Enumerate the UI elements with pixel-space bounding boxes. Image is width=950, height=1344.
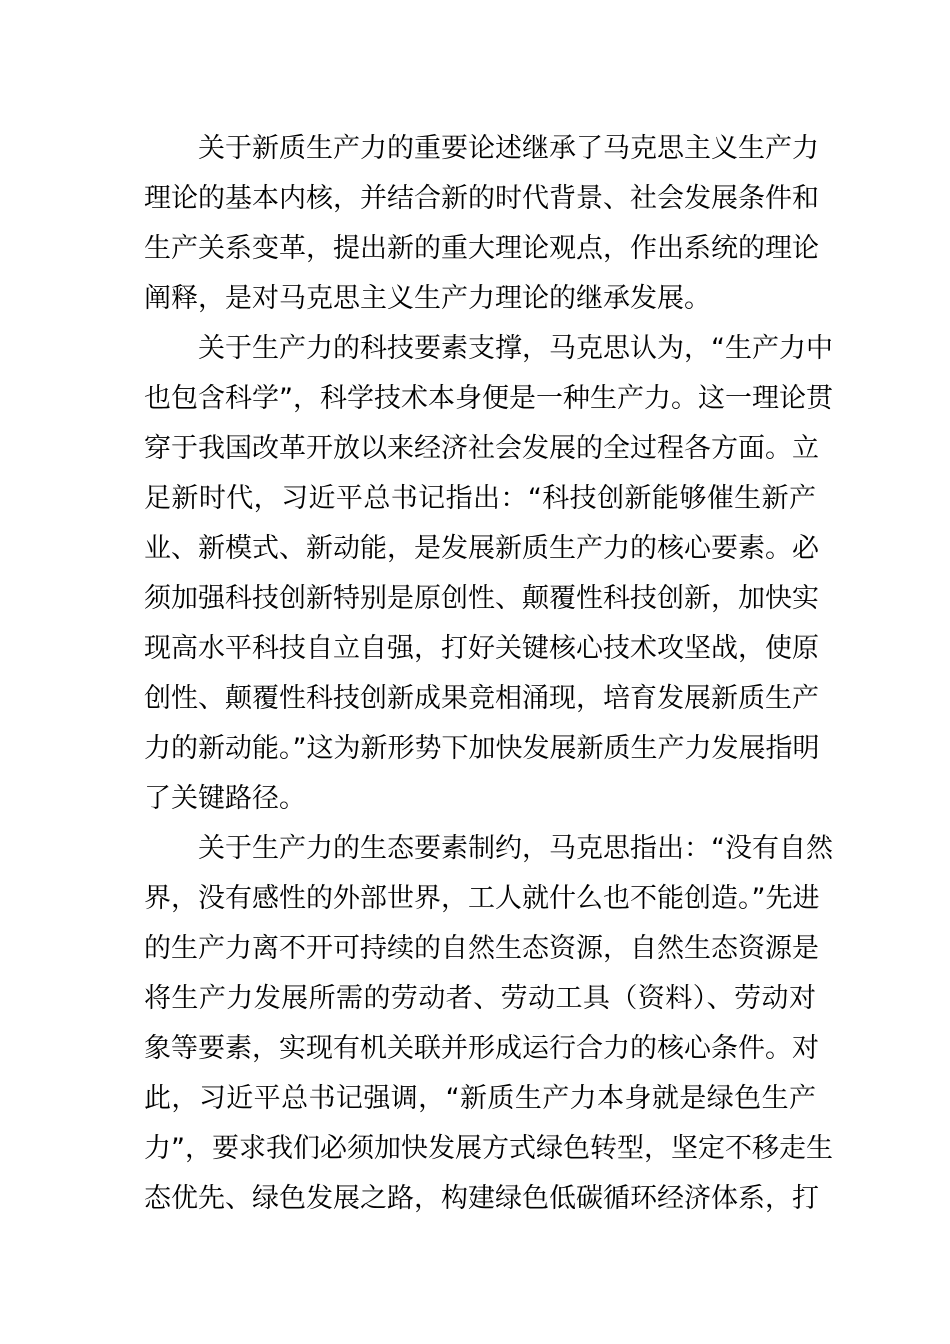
paragraph-2 — [144, 324, 833, 824]
text-line: 足新时代，习近平总书记指出：“科技创新能够催生新产 — [144, 483, 816, 514]
paragraph-3 — [144, 824, 833, 1224]
text-line: 也包含科学”，科学技术本身便是一种生产力。这一理论贯 — [144, 383, 833, 414]
text-line: 穿于我国改革开放以来经济社会发展的全过程各方面。立 — [144, 433, 819, 464]
text-line: 态优先、绿色发展之路，构建绿色低碳循环经济体系，打 — [144, 1183, 819, 1214]
text-line: 关于新质生产力的重要论述继承了马克思主义生产力 — [198, 133, 819, 164]
text-line: 理论的基本内核，并结合新的时代背景、社会发展条件和 — [144, 183, 819, 214]
text-line: 创性、颠覆性科技创新成果竞相涌现，培育发展新质生产 — [144, 683, 819, 714]
text-line: 此，习近平总书记强调，“新质生产力本身就是绿色生产 — [144, 1083, 816, 1114]
paragraph-1 — [144, 124, 819, 324]
text-line: 的生产力离不开可持续的自然生态资源，自然生态资源是 — [144, 933, 819, 964]
text-line: 象等要素，实现有机关联并形成运行合力的核心条件。对 — [144, 1033, 819, 1064]
text-line: 将生产力发展所需的劳动者、劳动工具（资料）、劳动对 — [144, 983, 816, 1014]
document-body — [144, 124, 833, 1224]
text-line: 业、新模式、新动能，是发展新质生产力的核心要素。必 — [144, 533, 819, 564]
text-line: 关于生产力的生态要素制约，马克思指出：“没有自然 — [198, 833, 833, 864]
text-line: 生产关系变革，提出新的重大理论观点，作出系统的理论 — [144, 233, 819, 264]
text-line: 力的新动能。”这为新形势下加快发展新质生产力发展指明 — [144, 733, 820, 764]
text-line: 须加强科技创新特别是原创性、颠覆性科技创新，加快实 — [144, 583, 819, 614]
text-line: 关于生产力的科技要素支撑，马克思认为，“生产力中 — [198, 333, 833, 364]
text-line: 力”，要求我们必须加快发展方式绿色转型，坚定不移走生 — [144, 1133, 833, 1164]
text-line: 界，没有感性的外部世界，工人就什么也不能创造。”先进 — [144, 883, 820, 914]
text-line: 了关键路径。 — [144, 783, 306, 814]
text-line: 阐释，是对马克思主义生产力理论的继承发展。 — [144, 283, 711, 314]
text-line: 现高水平科技自立自强，打好关键核心技术攻坚战，使原 — [144, 633, 819, 664]
